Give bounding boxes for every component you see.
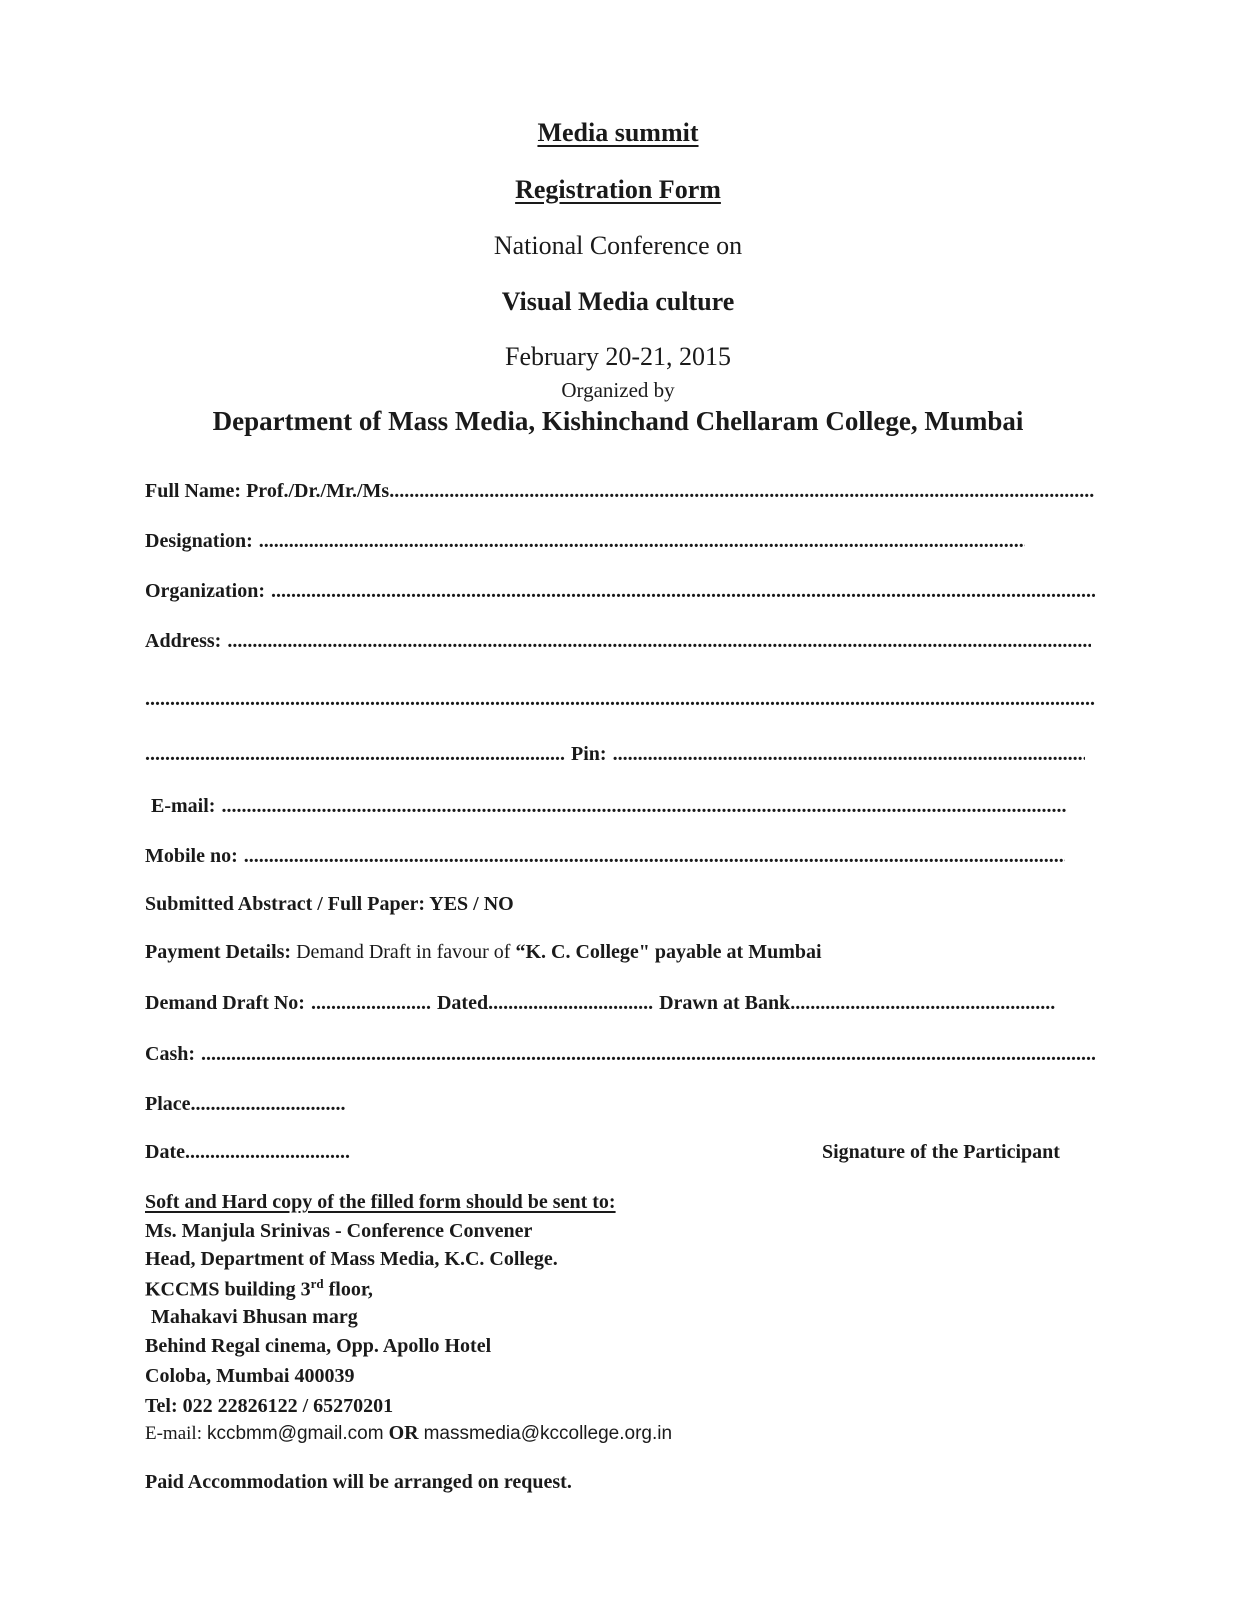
email-contact-label: E-mail: bbox=[145, 1423, 202, 1444]
conference-intro: National Conference on bbox=[493, 231, 743, 260]
contact-heading: Soft and Hard copy of the filled form should be sent to: bbox=[145, 1191, 616, 1213]
contact-city: Coloba, Mumbai 400039 bbox=[145, 1365, 355, 1387]
signature-label: Signature of the Participant bbox=[822, 1141, 1060, 1163]
cash-label: Cash: bbox=[145, 1043, 196, 1065]
date-field[interactable] bbox=[145, 1141, 350, 1164]
payment-text: Demand Draft in favour of bbox=[296, 941, 511, 963]
drawn-at-label: Drawn at Bank bbox=[659, 992, 791, 1014]
organization-label: Organization: bbox=[145, 580, 265, 602]
date-label: Date bbox=[145, 1141, 185, 1163]
demand-draft-row[interactable] bbox=[145, 992, 1055, 1015]
email-or: OR bbox=[388, 1422, 419, 1444]
pin-row[interactable] bbox=[145, 743, 1085, 766]
mobile-label: Mobile no: bbox=[145, 845, 238, 867]
payment-payee: “K. C. College" payable at Mumbai bbox=[515, 941, 822, 963]
event-title: Media summit bbox=[537, 118, 699, 147]
dd-no-label: Demand Draft No: bbox=[145, 992, 305, 1014]
contact-building bbox=[145, 1276, 373, 1302]
pin-label: Pin: bbox=[571, 743, 607, 765]
payment-label: Payment Details: bbox=[145, 941, 292, 963]
contact-tel: Tel: 022 22826122 / 65270201 bbox=[145, 1395, 394, 1417]
dated-label: Dated bbox=[436, 992, 489, 1014]
contact-email bbox=[145, 1422, 672, 1445]
conference-dates: February 20-21, 2015 bbox=[504, 342, 731, 371]
cash-field[interactable] bbox=[145, 1043, 1095, 1066]
designation-label: Designation: bbox=[145, 530, 253, 552]
contact-name: Ms. Manjula Srinivas - Conference Convener bbox=[145, 1220, 533, 1242]
place-field[interactable] bbox=[145, 1093, 345, 1116]
address-label: Address: bbox=[145, 630, 222, 652]
accommodation-note: Paid Accommodation will be arranged on request. bbox=[145, 1471, 572, 1493]
email-1[interactable]: kccbmm@gmail.com bbox=[206, 1423, 384, 1444]
abstract-question[interactable]: Submitted Abstract / Full Paper: YES / NO bbox=[145, 893, 514, 915]
payment-details bbox=[145, 941, 822, 964]
contact-landmark: Behind Regal cinema, Opp. Apollo Hotel bbox=[145, 1335, 492, 1357]
contact-street: Mahakavi Bhusan marg bbox=[151, 1306, 358, 1328]
address-field[interactable] bbox=[145, 630, 1091, 653]
form-title: Registration Form bbox=[515, 175, 721, 204]
designation-field[interactable] bbox=[145, 530, 1025, 553]
conference-name: Visual Media culture bbox=[501, 287, 735, 316]
email-2[interactable]: massmedia@kccollege.org.in bbox=[423, 1423, 673, 1444]
email-label: E-mail: bbox=[151, 795, 216, 817]
organization-field[interactable] bbox=[145, 580, 1095, 603]
building-sup: rd bbox=[310, 1276, 324, 1291]
contact-role: Head, Department of Mass Media, K.C. College. bbox=[145, 1248, 558, 1270]
building-rest: floor, bbox=[323, 1278, 373, 1301]
full-name-field[interactable] bbox=[145, 480, 1095, 503]
full-name-label: Full Name: Prof./Dr./Mr./Ms. bbox=[145, 480, 395, 502]
organizer: Department of Mass Media, Kishinchand Chellaram College, Mumbai bbox=[212, 406, 1024, 436]
organized-by: Organized by bbox=[561, 378, 675, 402]
building-text: KCCMS building 3 bbox=[145, 1278, 311, 1301]
address-line-2[interactable] bbox=[145, 688, 1095, 711]
mobile-field[interactable] bbox=[145, 845, 1065, 868]
place-label: Place bbox=[145, 1093, 191, 1115]
email-field[interactable] bbox=[151, 795, 1067, 818]
